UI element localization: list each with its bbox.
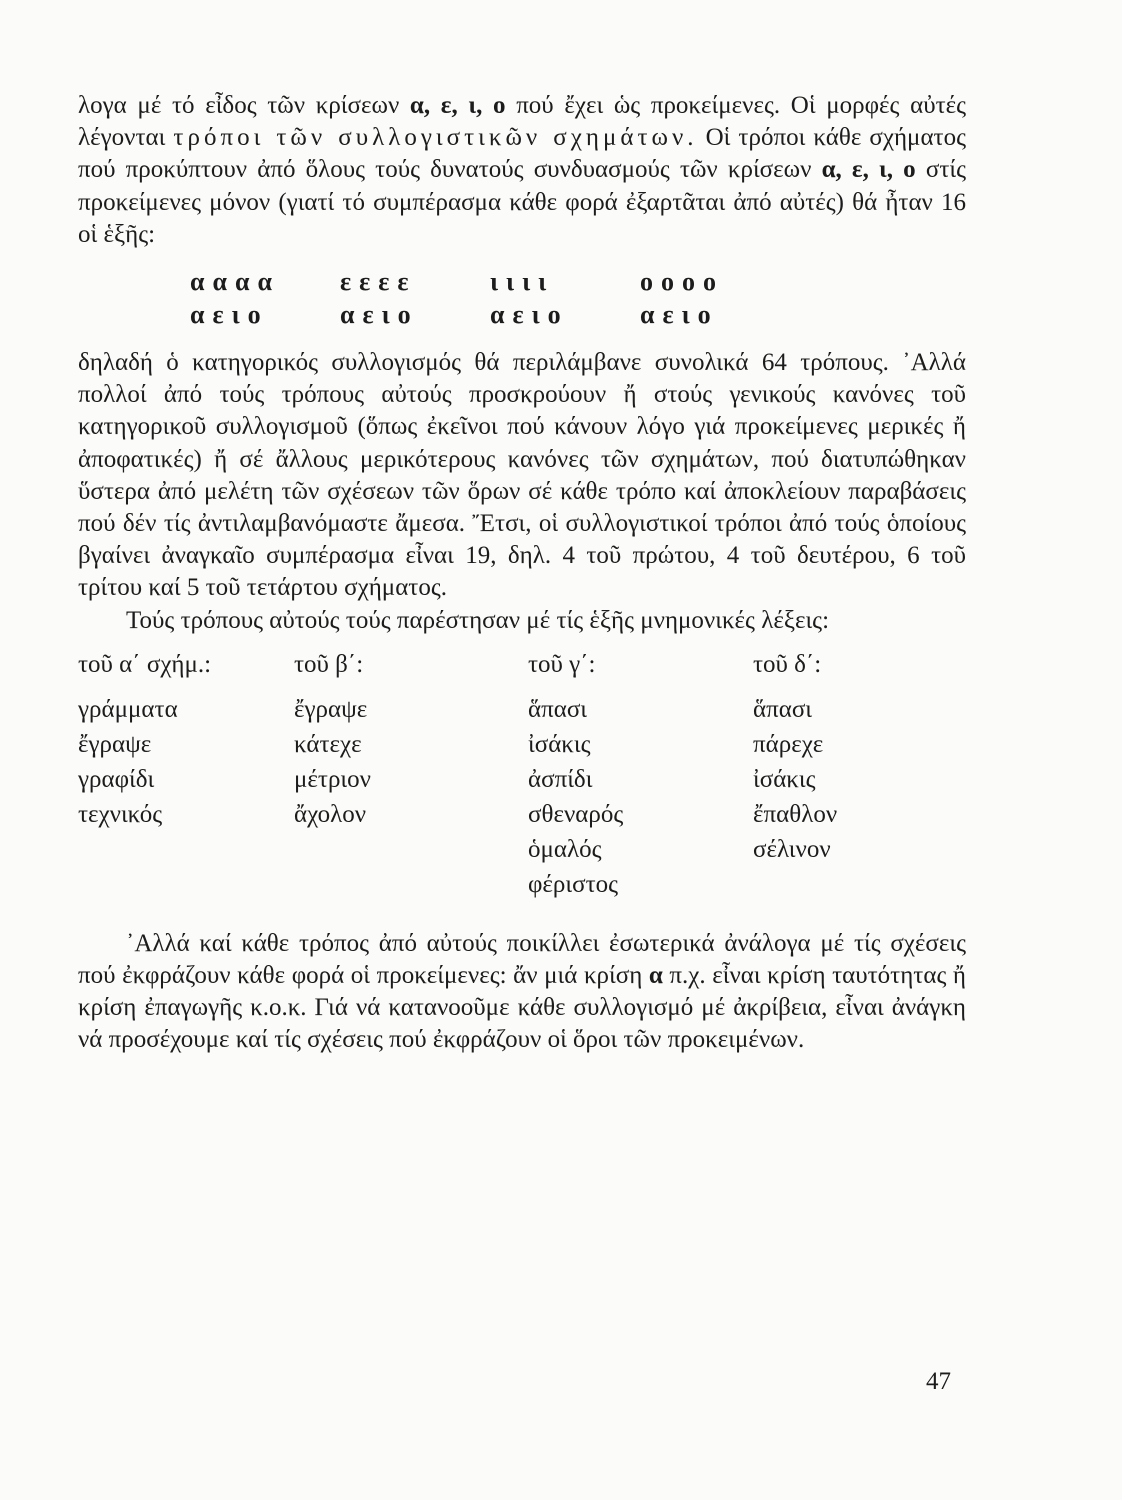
- column-heading: τοῦ β΄:: [294, 650, 364, 678]
- mnemonic-word: γράμματα: [78, 695, 178, 723]
- paragraph-mode-variations: [78, 928, 966, 1057]
- mnemonic-word: ὁμαλός: [528, 835, 602, 863]
- mnemonic-word: ἔγραψε: [294, 695, 368, 723]
- paragraph-modes-intro: [78, 90, 966, 251]
- mnemonic-word: ἔγραψε: [78, 730, 152, 758]
- combo-oooo: οοοο: [640, 267, 724, 297]
- mood-column-third: [528, 647, 753, 902]
- text-run: Οἱ μορφές αὐτές λέγονται: [78, 92, 967, 152]
- combinations-row-1: [190, 265, 966, 298]
- mnemonic-word: ἰσάκις: [528, 730, 591, 758]
- mnemonic-word: κάτεχε: [294, 730, 362, 758]
- combo-eeee: εεεε: [340, 267, 417, 297]
- bold-judgments: α, ε, ι, ο: [821, 156, 916, 184]
- mood-column-second: [294, 647, 528, 902]
- mnemonic-word: φέριστος: [528, 870, 619, 898]
- combinations-table: [190, 265, 966, 331]
- mnemonic-word: πάρεχε: [753, 730, 824, 758]
- text-run: λογα μέ τό εἶδος τῶν κρίσεων: [78, 92, 410, 119]
- text-run: στίς προκείμενες μόνον (γιατί τό συμπέρασμα κάθε φορά ἐξαρτᾶται ἀπό αὐτές) θά ἦταν 16 οἱ ἑξῆς:: [78, 156, 966, 248]
- mnemonic-word: γραφίδι: [78, 765, 155, 793]
- mood-column-first: [78, 647, 294, 902]
- combo-aeio: αειο: [340, 300, 419, 330]
- mnemonic-word: ἔπαθλον: [753, 800, 838, 828]
- mnemonic-word: μέτριον: [294, 765, 371, 793]
- page-number: 47: [926, 1368, 951, 1395]
- mnemonic-words-table: [78, 647, 966, 902]
- column-heading: τοῦ γ΄:: [528, 650, 596, 678]
- combo-aeio: αειο: [190, 300, 269, 330]
- mnemonic-word: ἅπασι: [753, 695, 813, 723]
- mnemonic-word: ἀσπίδι: [528, 765, 593, 793]
- paragraph-valid-modes: δηλαδή ὁ κατηγορικός συλλογισμός θά περιλάμβανε συνολικά 64 τρόπους. ᾿Αλλά πολλοί ἀπό τούς τρόπους αὐτούς προσκρούουν ἤ στούς γενικούς κανόνες τοῦ κατηγορικοῦ συλλογισμοῦ (ὅπως ἐκεῖνοι πού κάνουν λόγο γιά προκείμενες μερικές ἤ ἀποφατικές) ἤ σέ ἄλλους μερικότερους κανόνες τῶν σχημάτων, πού διατυπώθηκαν ὕστερα ἀπό μελέτη τῶν σχέσεων τῶν ὅρων σέ κάθε τρόπο καί ἀποκλείουν παραβάσεις πού δέν τίς ἀντιλαμβανόμαστε ἄμεσα. Ἔτσι, οἱ συλλογιστικοί τρόποι ἀπό τούς ὁποίους βγαίνει ἀναγκαῖο συμπέρασμα εἶναι 19, δηλ. 4 τοῦ πρώτου, 4 τοῦ δευτέρου, 6 τοῦ τρίτου καί 5 τοῦ τετάρτου σχήματος.: [78, 349, 966, 602]
- combinations-row-2: [190, 298, 966, 331]
- text-run: ᾿Αλλά καί κάθε τρόπος ἀπό αὐτούς ποικίλλει ἐσωτερικά ἀνάλογα μέ τίς σχέσεις πού ἐκφράζουν κάθε φορά οἱ προκείμενες: ἄν μιά κρίση: [78, 929, 966, 990]
- text-run: πού ἔχει ὡς προκείμενες.: [505, 92, 781, 119]
- text-run: π.χ. εἶναι κρίση ταυτότητας ἤ κρίση ἐπαγωγῆς κ.ο.κ. Γιά νά κατανοοῦμε κάθε συλλογισμό μέ ἀκρίβεια, εἶναι ἀνάγκη νά προσέχουμε καί τίς σχέσεις πού ἐκφράζουν οἱ ὅροι τῶν προκειμένων.: [78, 962, 967, 1054]
- mnemonic-word: ἰσάκις: [753, 765, 816, 793]
- bold-judgment: α: [648, 962, 663, 990]
- mnemonic-word: ἅπασι: [528, 695, 588, 723]
- combo-aeio: αειο: [640, 300, 719, 330]
- text-run: Οἱ τρόποι κάθε σχήματος πού προκύπτουν ἀπό ὅλους τούς δυνατούς συνδυασμούς τῶν κρίσεων: [78, 124, 966, 184]
- combo-aaaa: αααα: [190, 267, 281, 297]
- mnemonic-word: τεχνικός: [78, 800, 163, 828]
- mnemonic-word: σθεναρός: [528, 800, 624, 828]
- mood-column-fourth: [753, 647, 953, 902]
- column-heading: τοῦ δ΄:: [753, 650, 822, 678]
- combo-aeio: αειο: [490, 300, 569, 330]
- bold-judgments: α, ε, ι, ο: [409, 92, 506, 119]
- mnemonic-word: ἄχολον: [294, 800, 367, 828]
- combo-iiii: ιιιι: [490, 267, 555, 297]
- page-body: [78, 90, 966, 1057]
- column-heading: τοῦ α΄ σχήμ.:: [78, 650, 212, 678]
- mnemonic-word: σέλινον: [753, 835, 831, 863]
- spaced-term: τρόποι τῶν συλλογιστικῶν σχημάτων.: [173, 124, 698, 152]
- paragraph-mnemonics-intro: Τούς τρόπους αὐτούς τούς παρέστησαν μέ τίς ἑξῆς μνημονικές λέξεις:: [126, 606, 830, 634]
